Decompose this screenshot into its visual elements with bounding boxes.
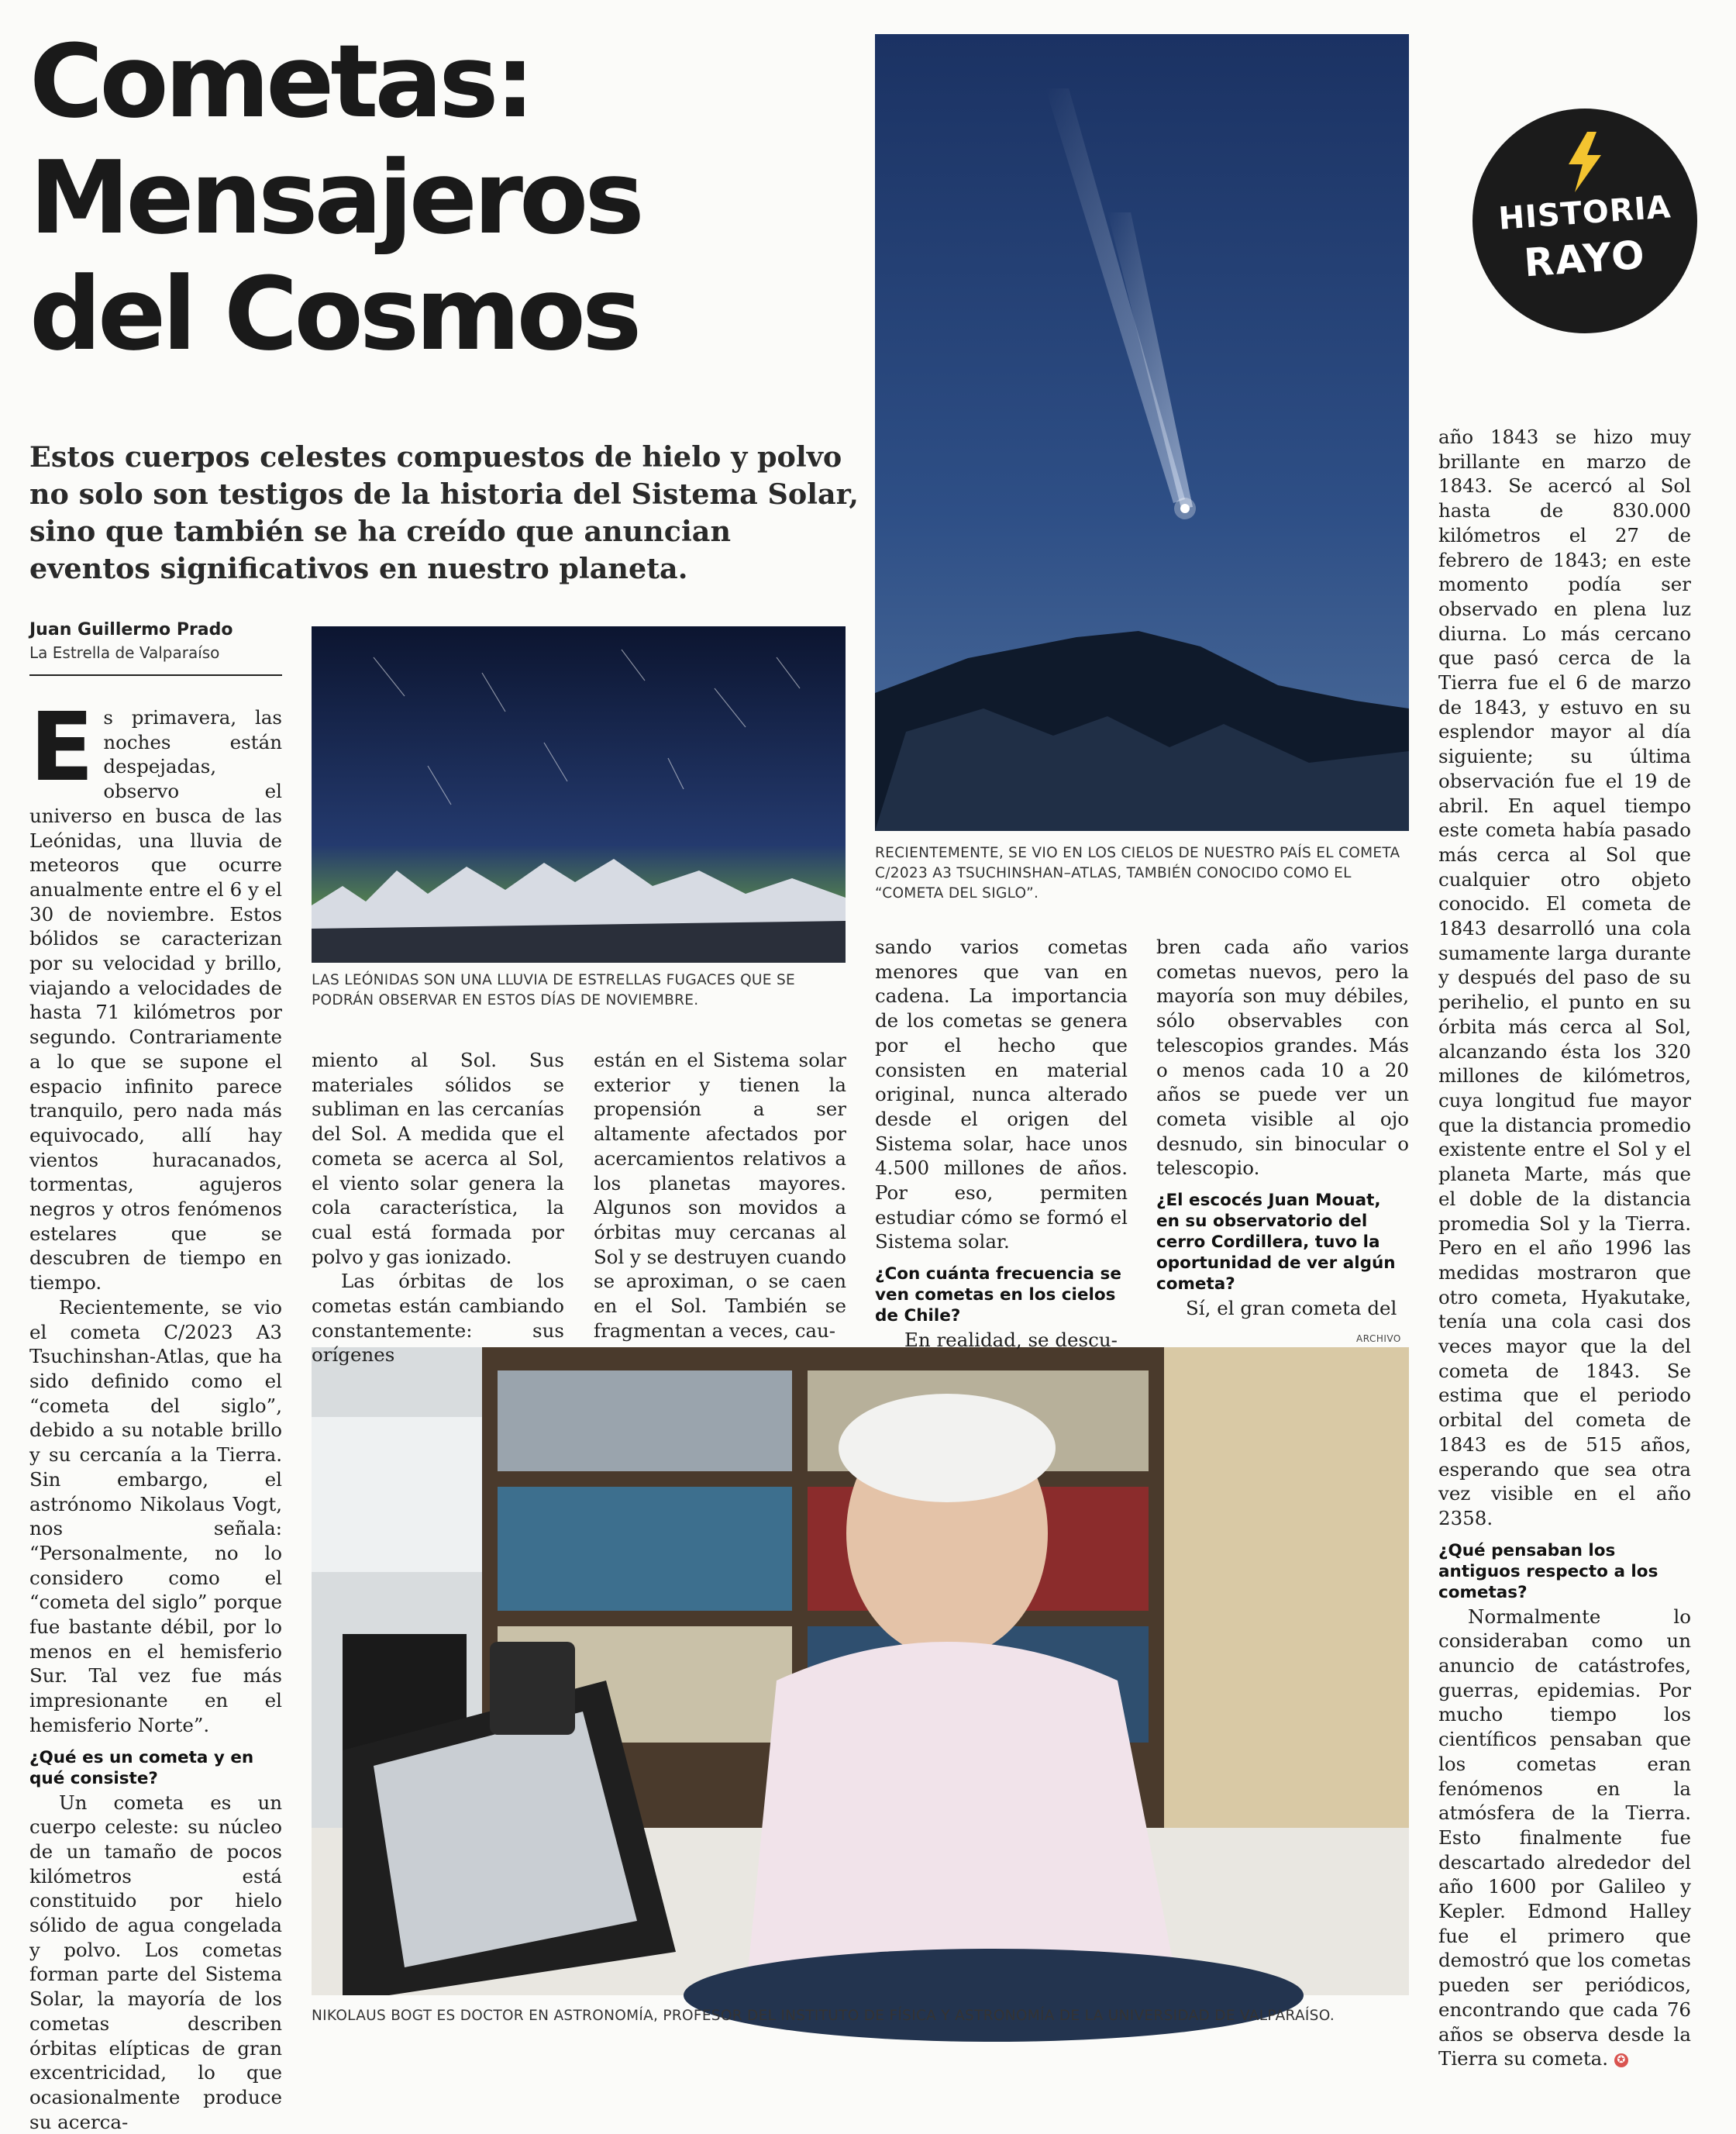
headline-line-1: Cometas: — [29, 22, 532, 140]
comet-sky-image — [875, 34, 1409, 831]
leonidas-photo — [312, 626, 846, 963]
deck-line-4: eventos significativos en nuestro planeta. — [29, 552, 688, 585]
office-photo-caption: NIKOLAUS BOGT ES DOCTOR EN ASTRONOMÍA, PROFESOR DEL INSTITUTO DE FÍSICA Y ASTRONOMÍA DE LA UNIVERSIDAD DE VALPARAÍSO. — [312, 2008, 1335, 2024]
col4-paragraph-2: En realidad, se descu- — [904, 1329, 1118, 1352]
col6-subhead-1: ¿Qué pensaban los antiguos respecto a los cometas? — [1438, 1540, 1658, 1602]
astronomer-office-image — [312, 1347, 1409, 1995]
col6-paragraph-1: año 1843 se hizo muy brillante en marzo de 1843. Se acercó al Sol hasta de 830.000 kilómetros el 27 de febrero de 1843; en este momento podía ser observado en plena luz diurna. Lo más cercano que pasó cerca de la Tierra fue el 6 de marzo de 1843, y estuvo en su esplendor mayor al día siguiente; su última observación fue el 19 de abril. En aquel tiempo este cometa había pasado más cerca al Sol que cualquier otro objeto conocido. El cometa de 1843 desarrolló una cola sumamente larga durante y después del paso de su perihelio, el punto en su órbita más cerca al Sol, alcanzando ésta los 320 millones de kilómetros, cuya longitud fue mayor que la distancia promedio existente entre el Sol y el planeta Marte, más que el doble de la distancia promedia Sol y la Tierra. Pero en el año 1996 las medidas mostraron que otro cometa, Hyakutake, tenía una cola casi dos veces mayor que la del cometa de 1843. Se estima que el periodo orbital del cometa de 1843 es de 515 años, esperando que sea otra vez visible en el año 2358. — [1438, 426, 1691, 1529]
leonidas-photo-caption: LAS LEÓNIDAS SON UNA LLUVIA DE ESTRELLAS FUGACES QUE SE PODRÁN OBSERVAR EN ESTOS DÍAS DE NOVIEMBRE. — [312, 972, 795, 1008]
col4-subhead-1: ¿Con cuánta frecuencia se ven cometas en los cielos de Chile? — [875, 1264, 1121, 1326]
col3-paragraph-1: están en el Sistema solar exterior y tienen la propensión a ser altamente afectados por acercamientos relativos a los planetas mayores. Algunos son movidos a órbitas muy cercanas al Sol y se destruyen cuando se aproximan, o se caen en el Sol. También se fragmentan a veces, cau- — [594, 1049, 846, 1342]
column-1 — [29, 692, 282, 2133]
comet-photo — [875, 34, 1409, 831]
col6-paragraph-2-text: Normalmente lo consideraban como un anuncio de catástrofes, guerras, epidemias. Por mucho tiempo los científicos pensaban que los cometas eran fenómenos en la atmósfera de la Tierra. Esto finalmente fue descartado alrededor del año 1600 por Galileo y Kepler. Edmond Halley fue el primero que demostró que los cometas pueden ser periódicos, encontrando que cada 76 años se observa desde la Tierra su cometa. — [1438, 1605, 1691, 2070]
col4-paragraph-1: sando varios cometas menores que van en cadena. La importancia de los cometas se genera por el hecho que consisten en material original, nunca alterado desde el origen del Sistema solar, hace unos 4.500 millones de años. Por eso, permiten estudiar cómo se formó el Sistema solar. — [875, 936, 1128, 1253]
col5-subhead-1: ¿El escocés Juan Mouat, en su observatorio del cerro Cordillera, tuvo la oportunidad de ver algún cometa? — [1156, 1191, 1396, 1295]
historia-rayo-badge — [1472, 109, 1697, 333]
office-photo — [312, 1347, 1409, 1995]
byline-divider — [29, 674, 282, 676]
headline-line-3: del Cosmos — [29, 255, 639, 373]
column-6 — [1438, 425, 1691, 2070]
col2-paragraph-1: miento al Sol. Sus materiales sólidos se subliman en las cercanías del Sol. A medida que el cometa se acerca al Sol, el viento solar genera la cola característica, la cual está formada por polvo y gas ionizado. — [312, 1049, 564, 1268]
col2-paragraph-2: Las órbitas de los cometas están cambiando constantemente: sus orígenes — [312, 1270, 564, 1367]
badge-line-1: HISTORIA — [1497, 189, 1672, 237]
headline-line-2: Mensajeros — [29, 139, 641, 257]
col5-paragraph-2: Sí, el gran cometa del — [1186, 1297, 1397, 1320]
column-4 — [875, 935, 1128, 1352]
column-3 — [594, 1048, 846, 1342]
leonidas-sky-image — [312, 626, 846, 963]
deck-line-1: Estos cuerpos celestes compuestos de hielo y polvo — [29, 440, 842, 474]
drop-cap: E — [29, 692, 95, 802]
headline — [29, 23, 851, 372]
col5-paragraph-1: bren cada año varios cometas nuevos, pero la mayoría son muy débiles, sólo observables con telescopios grandes. Más o menos cada 10 a 20 años se puede ver un cometa visible al ojo desnudo, sin binocular o telescopio. — [1156, 936, 1409, 1180]
deck — [29, 439, 859, 588]
column-2 — [312, 1048, 564, 1367]
col1-paragraph-3: Un cometa es un cuerpo celeste: su núcleo de un tamaño de pocos kilómetros está constituido por hielo sólido de agua congelada y polvo. Los cometas forman parte del Sistema Solar, la mayoría de los cometas describen órbitas elípticas de gran excentricidad, lo que ocasionalmente produce su acerca- — [29, 1791, 282, 2133]
photo-credit: ARCHIVO — [1356, 1333, 1401, 1344]
badge-line-2: RAYO — [1522, 232, 1648, 286]
col6-paragraph-2 — [1438, 1605, 1691, 2071]
comet-photo-caption: RECIENTEMENTE, SE VIO EN LOS CIELOS DE NUESTRO PAÍS EL COMETA C/2023 A3 TSUCHINSHAN–ATLAS, TAMBIÉN CONOCIDO COMO EL “COMETA DEL SIGLO”. — [875, 845, 1400, 902]
lightning-bolt-icon — [1564, 132, 1606, 192]
deck-line-2: no solo son testigos de la historia del Sistema Solar, — [29, 477, 859, 511]
col1-paragraph-1-text: s primavera, las noches están despejadas, observo el universo en busca de las Leónidas, una lluvia de meteoros que ocurre anualmente entre el 6 y el 30 de noviembre. Estos bólidos se caracterizan por su velocidad y brillo, viajando a velocidades de hasta 71 kilómetros por segundo. Contrariamente a lo que se supone el espacio infinito parece tranquilo, pero nada más equivocado, allí hay vientos huracanados, tormentas, agujeros negros y otros fenómenos estelares que se descubren de tiempo en tiempo. — [29, 706, 282, 1295]
col1-paragraph-1 — [29, 692, 282, 1295]
column-5 — [1156, 935, 1409, 1335]
byline-publication: La Estrella de Valparaíso — [29, 643, 220, 662]
deck-line-3: sino que también se ha creído que anuncian — [29, 515, 731, 548]
byline-author: Juan Guillermo Prado — [29, 620, 233, 640]
col1-subhead-1: ¿Qué es un cometa y en qué consiste? — [29, 1747, 254, 1788]
end-of-article-icon: ✪ — [1614, 2053, 1628, 2067]
col1-paragraph-2: Recientemente, se vio el cometa C/2023 A3 Tsuchinshan-Atlas, que ha sido definido como el “cometa del siglo”, debido a su notable brillo y su cercanía a la Tierra. Sin embargo, el astrónomo Nikolaus Vogt, nos señala: “Personalmente, no lo considero como el “cometa del siglo” porque fue bastante débil, por lo menos en el hemisferio Sur. Tal vez fue más impresionante en el hemisferio Norte”. — [29, 1295, 282, 1736]
